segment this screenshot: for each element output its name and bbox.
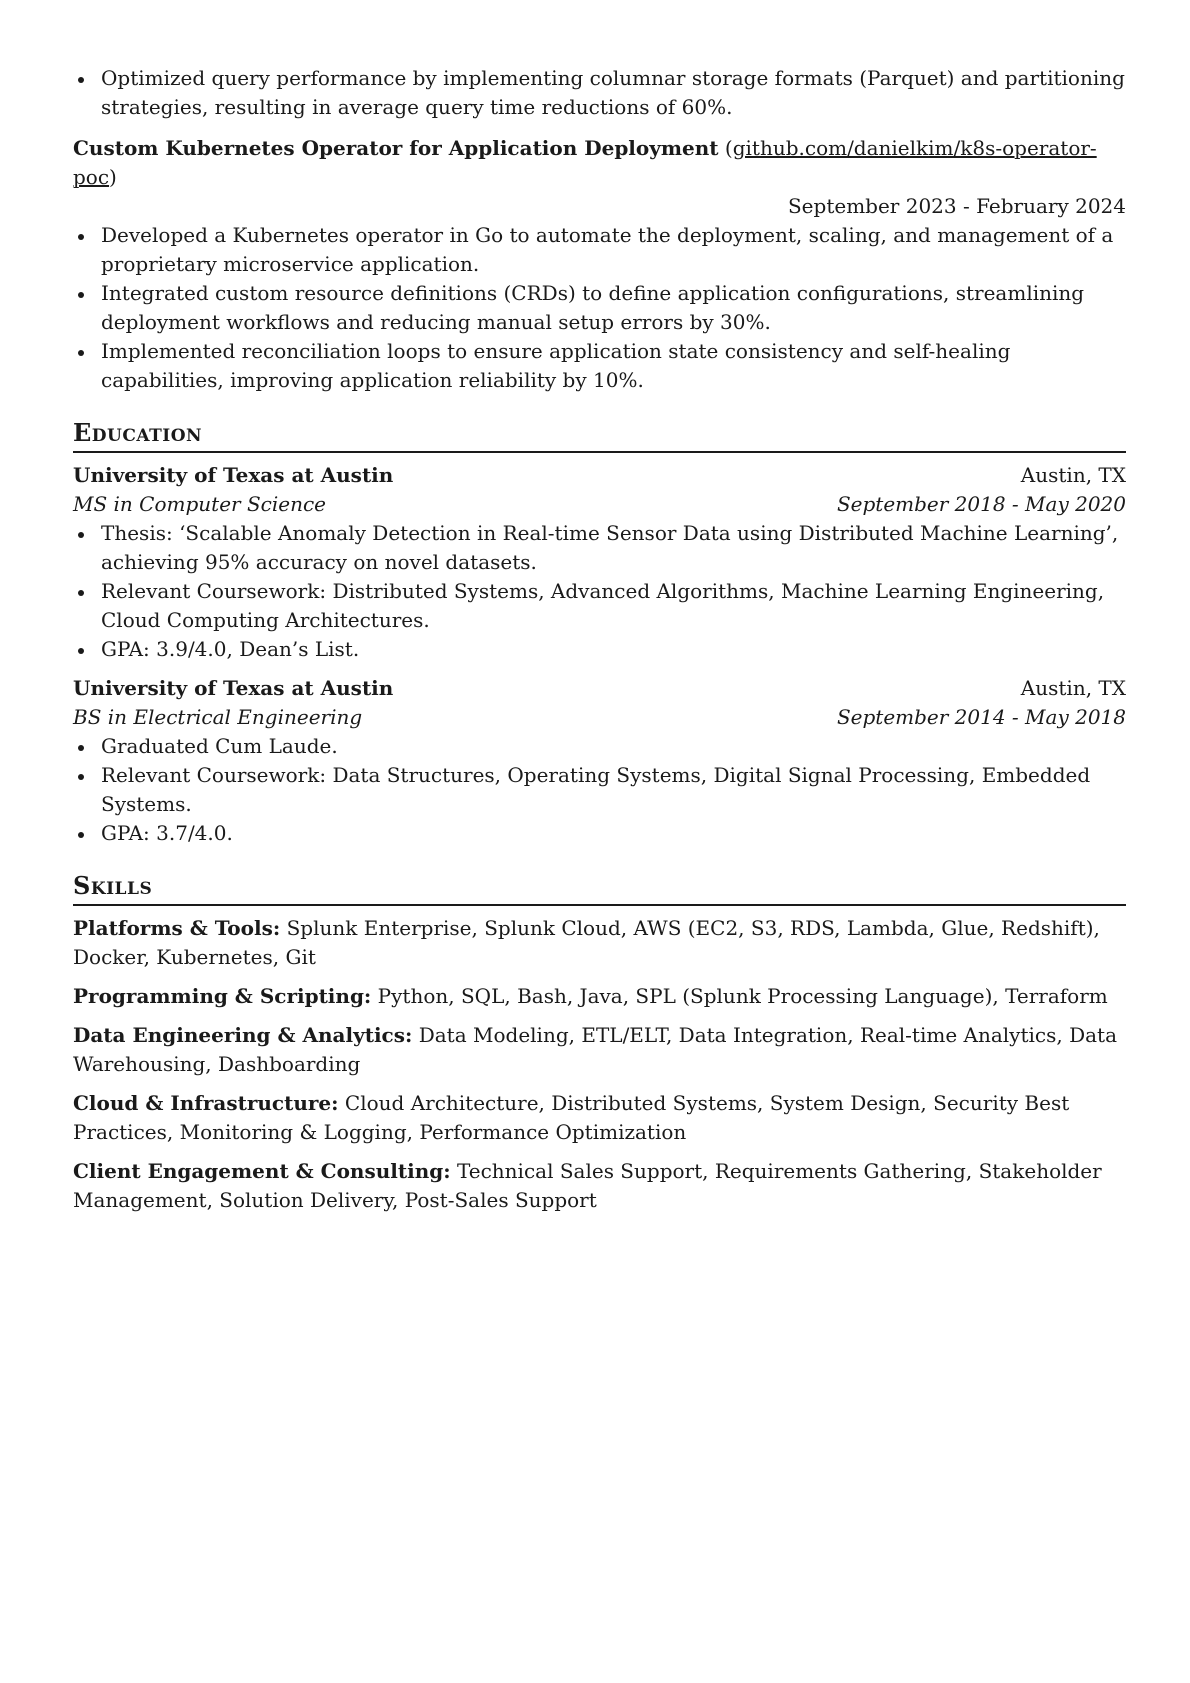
skill-value: Python, SQL, Bash, Java, SPL (Splunk Processing Language), Terraform <box>377 984 1108 1008</box>
school-location: Austin, TX <box>1020 463 1126 487</box>
education-entry <box>73 461 1126 664</box>
skills-section <box>73 914 1126 1215</box>
bullet-item: Developed a Kubernetes operator in Go to automate the deployment, scaling, and management of a proprietary microservice application. <box>73 221 1126 279</box>
skill-label: Cloud & Infrastructure: <box>73 1091 339 1115</box>
entry-subheader <box>73 490 1126 519</box>
skill-label: Data Engineering & Analytics: <box>73 1023 413 1047</box>
skill-row <box>73 1021 1126 1079</box>
skill-value: Data Modeling, ETL/ELT, Data Integration, Real-time Analytics, Data Warehousing, Dashboarding <box>73 1023 1117 1076</box>
school-name: University of Texas at Austin <box>73 676 394 700</box>
skill-value: Technical Sales Support, Requirements Gathering, Stakeholder Management, Solution Delivery, Post-Sales Support <box>73 1159 1102 1212</box>
skill-row <box>73 982 1126 1011</box>
bullet-item: GPA: 3.9/4.0, Dean’s List. <box>73 635 1126 664</box>
section-heading-skills: Skills <box>73 870 1126 906</box>
skill-value: Cloud Architecture, Distributed Systems, System Design, Security Best Practices, Monitoring & Logging, Performance Optimization <box>73 1091 1070 1144</box>
project-bullets <box>73 221 1126 395</box>
skill-row <box>73 1157 1126 1215</box>
education-section <box>73 461 1126 848</box>
bullet-item: Relevant Coursework: Distributed Systems, Advanced Algorithms, Machine Learning Engineering, Cloud Computing Architectures. <box>73 577 1126 635</box>
degree: MS in Computer Science <box>73 492 327 516</box>
bullet-item: GPA: 3.7/4.0. <box>73 819 1126 848</box>
degree-dates: September 2018 - May 2020 <box>836 492 1126 516</box>
section-heading-education: Education <box>73 417 1126 453</box>
project-entry <box>73 134 1126 395</box>
skill-row <box>73 914 1126 972</box>
bullet-item: Integrated custom resource definitions (CRDs) to define application configurations, streamlining deployment workflows and reducing manual setup errors by 30%. <box>73 279 1126 337</box>
bullet-item: Implemented reconciliation loops to ensure application state consistency and self-healing capabilities, improving application reliability by 10%. <box>73 337 1126 395</box>
bullet-item: Relevant Coursework: Data Structures, Operating Systems, Digital Signal Processing, Embedded Systems. <box>73 761 1126 819</box>
bullet-item: Graduated Cum Laude. <box>73 732 1126 761</box>
school-location: Austin, TX <box>1020 676 1126 700</box>
skill-value: Splunk Enterprise, Splunk Cloud, AWS (EC2, S3, RDS, Lambda, Glue, Redshift), Docker, Kubernetes, Git <box>73 916 1100 969</box>
skill-row <box>73 1089 1126 1147</box>
bullet-item: Optimized query performance by implementing columnar storage formats (Parquet) and partitioning strategies, resulting in average query time reductions of 60%. <box>73 64 1126 122</box>
bullet-item: Thesis: ‘Scalable Anomaly Detection in Real-time Sensor Data using Distributed Machine Learning’, achieving 95% accuracy on novel datasets. <box>73 519 1126 577</box>
education-bullets <box>73 732 1126 848</box>
entry-header <box>73 461 1126 490</box>
project-link-close: ) <box>109 165 117 189</box>
education-entry <box>73 674 1126 848</box>
degree: BS in Electrical Engineering <box>73 705 363 729</box>
education-bullets <box>73 519 1126 664</box>
entry-subheader <box>73 703 1126 732</box>
entry-header <box>73 674 1126 703</box>
resume-page <box>73 64 1126 1215</box>
project-link-open: ( <box>724 136 733 160</box>
degree-dates: September 2014 - May 2018 <box>836 705 1126 729</box>
project-header <box>73 134 1126 192</box>
school-name: University of Texas at Austin <box>73 463 394 487</box>
skill-label: Platforms & Tools: <box>73 916 281 940</box>
project-title: Custom Kubernetes Operator for Application Deployment <box>73 136 719 160</box>
project-dates: September 2023 - February 2024 <box>787 194 1126 218</box>
project-link[interactable]: github.com/danielkim/k8s-operator-poc <box>73 136 1097 189</box>
skill-label: Client Engagement & Consulting: <box>73 1159 451 1183</box>
previous-project-bullets <box>73 64 1126 122</box>
skill-label: Programming & Scripting: <box>73 984 372 1008</box>
